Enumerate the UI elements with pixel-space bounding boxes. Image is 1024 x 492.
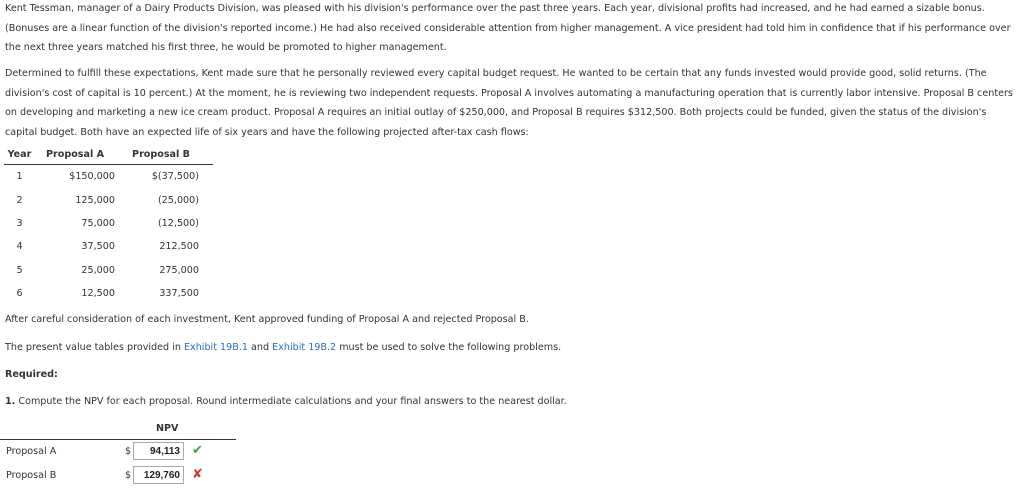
decision-text: After careful consideration of each investment, Kent approved funding of Proposal A and rejected Proposal B. — [5, 314, 529, 325]
answer-label: Proposal A — [6, 446, 57, 457]
year-cell: 5 — [16, 264, 23, 276]
currency-symbol: $ — [125, 470, 132, 481]
col-header-proposal-a: Proposal A — [35, 144, 123, 165]
question-number: 1. — [5, 396, 16, 407]
scenario-paragraph: Determined to fulfill these expectations, Kent made sure that he personally reviewed every capital budget request. He wanted to be certain that any funds invested would provide good, solid returns. (The division's cost of capital is 10 percent.) At the moment, he is reviewing two independent requests. Proposal A involves automating a manufacturing operation that is currently labor intensive. Proposal B centers on developing and marketing a new ice cream product. Proposal A requires an initial outlay of $250,000, and Proposal B requires $312,500. Both projects could be funded, given the status of the division's capital budget. Both have an expected life of six years and have the following projected after-tax cash flows: — [5, 68, 1013, 138]
proposal-b-cell: (12,500) — [157, 217, 199, 229]
cash-flow-header-row — [4, 144, 213, 165]
table-row — [4, 282, 213, 305]
answer-row-proposal-b — [0, 465, 236, 488]
pv-text-middle: and — [247, 342, 273, 353]
proposal-b-cell: (25,000) — [157, 194, 199, 206]
col-header-year: Year — [4, 144, 35, 165]
proposal-b-cell: 275,000 — [159, 264, 199, 276]
exhibit-19b1-link[interactable]: Exhibit 19B.1 — [183, 342, 248, 353]
check-icon: ✔ — [192, 443, 203, 458]
pv-text-after: must be used to solve the following problems. — [336, 342, 562, 353]
proposal-a-cell: 75,000 — [81, 217, 115, 229]
year-cell: 2 — [16, 194, 23, 206]
intro-paragraph: Kent Tessman, manager of a Dairy Products Division, was pleased with his division's performance over the past three years. Each year, divisional profits had increased, and he had earned a sizable bonus. (Bonuses are a linear function of the division's reported income.) He had also received considerable attention from higher management. A vice president had told him in confidence that if his performance over the next three years matched his first three, he would be promoted to higher management. — [5, 3, 1011, 53]
table-row — [4, 259, 213, 282]
year-cell: 1 — [16, 171, 23, 183]
proposal-a-cell: 37,500 — [81, 241, 115, 253]
answer-row-proposal-a — [0, 441, 236, 464]
proposal-b-cell: 337,500 — [159, 288, 199, 300]
table-row — [4, 212, 213, 235]
table-row — [4, 235, 213, 258]
cross-icon: ✘ — [192, 467, 203, 482]
answer-label: Proposal B — [6, 470, 57, 481]
currency-symbol: $ — [125, 446, 132, 457]
proposal-b-cell: $(37,500) — [151, 171, 199, 183]
pv-text-before: The present value tables provided in — [5, 342, 184, 353]
table-row — [4, 165, 213, 189]
exhibit-19b2-link[interactable]: Exhibit 19B.2 — [272, 342, 337, 353]
required-label: Required: — [5, 369, 58, 380]
answer-table-header — [0, 420, 236, 440]
year-cell: 6 — [16, 288, 23, 300]
npv-column-header: NPV — [156, 423, 179, 434]
question-text: Compute the NPV for each proposal. Round intermediate calculations and your final answers to the nearest dollar. — [15, 396, 567, 407]
year-cell: 4 — [16, 241, 23, 253]
table-row — [4, 188, 213, 211]
question-1 — [5, 396, 567, 407]
npv-input-proposal-a[interactable]: 94,113 — [133, 442, 184, 460]
proposal-b-cell: 212,500 — [159, 241, 199, 253]
proposal-a-cell: 12,500 — [81, 288, 115, 300]
cash-flow-table — [4, 144, 213, 305]
col-header-proposal-b: Proposal B — [123, 144, 213, 165]
proposal-a-cell: $150,000 — [69, 171, 115, 183]
proposal-a-cell: 25,000 — [81, 264, 115, 276]
proposal-a-cell: 125,000 — [75, 194, 115, 206]
year-cell: 3 — [16, 217, 23, 229]
present-value-note — [5, 342, 561, 353]
npv-input-proposal-b[interactable]: 129,760 — [133, 466, 184, 484]
